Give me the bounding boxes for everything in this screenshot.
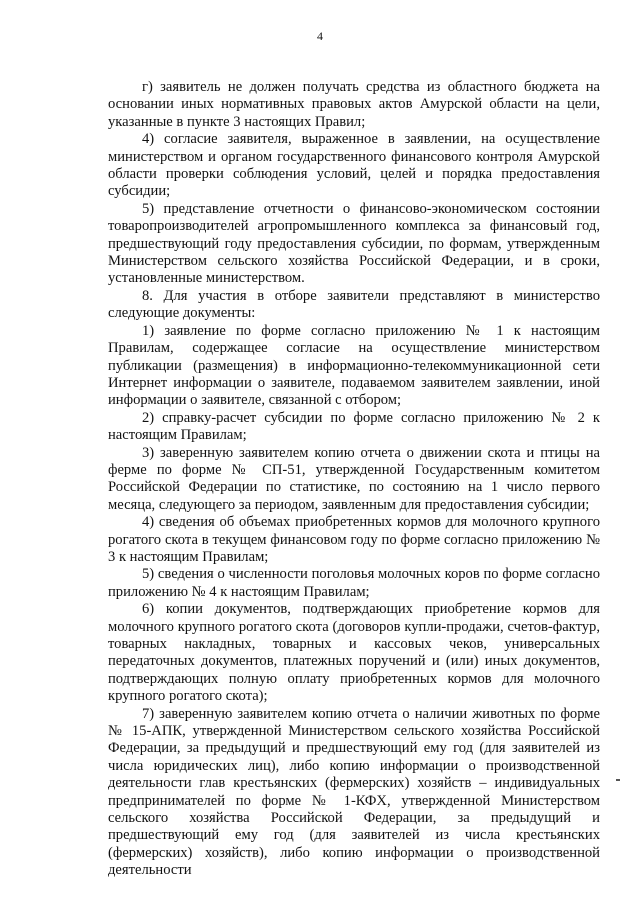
paragraph-document-5: 5) сведения о численности поголовья молочных коров по форме согласно приложению № 4 к настоящим Правилам; <box>108 566 600 600</box>
page-number: 4 <box>317 29 323 43</box>
paragraph-condition-5: 5) представление отчетности о финансово-экономическом состоянии товаропроизводителей агропромышленного комплекса за финансовый год, предшествующий году предоставления субсидии, по формам, утвержденным Министерством сельского хозяйства Российской Федерации, и в сроки, установленные министерством. <box>108 200 600 287</box>
document-body <box>108 79 600 880</box>
paragraph-document-7: 7) заверенную заявителем копию отчета о наличии животных по форме № 15-АПК, утвержденной Министерством сельского хозяйства Российской Федерации, за предыдущий и предшествующий ему год (для заявителей из числа юридических лиц), либо копию информации о производственной деятельности глав крестьянских (фермерских) хозяйств – индивидуальных предпринимателей по форме № 1-КФХ, утвержденной Министерством сельского хозяйства Российской Федерации, за предыдущий и предшествующий ему год (для заявителей из числа крестьянских (фермерских) хозяйств), либо копию информации о производственной деятельности <box>108 705 600 879</box>
paragraph-condition-g: г) заявитель не должен получать средства из областного бюджета на основании иных нормативных правовых актов Амурской области на цели, указанные в пункте 3 настоящих Правил; <box>108 79 600 130</box>
paragraph-document-2: 2) справку-расчет субсидии по форме согласно приложению № 2 к настоящим Правилам; <box>108 409 600 444</box>
paragraph-document-4: 4) сведения об объемах приобретенных кормов для молочного крупного рогатого скота в текущем финансовом году по форме согласно приложению № 3 к настоящим Правилам; <box>108 514 600 565</box>
scan-mark <box>616 779 620 781</box>
paragraph-document-3: 3) заверенную заявителем копию отчета о движении скота и птицы на ферме по форме № СП-51, утвержденной Государственным комитетом Российской Федерации по статистике, по состоянию на 1 число первого месяца, следующего за периодом, заявленным для предоставления субсидии; <box>108 444 600 513</box>
paragraph-document-1: 1) заявление по форме согласно приложению № 1 к настоящим Правилам, содержащее согласие на осуществление министерством публикации (размещения) в информационно-телекоммуникационной сети Интернет информации о заявителе, подаваемом заявителем заявлении, иной информации о заявителе, связанной с отбором; <box>108 322 600 409</box>
paragraph-condition-4: 4) согласие заявителя, выраженное в заявлении, на осуществление министерством и органом государственного финансового контроля Амурской области проверки соблюдения условий, целей и порядка предоставления субсидии; <box>108 131 600 200</box>
paragraph-item-8: 8. Для участия в отборе заявители представляют в министерство следующие документы: <box>108 287 600 322</box>
paragraph-document-6: 6) копии документов, подтверждающих приобретение кормов для молочного крупного рогатого скота (договоров купли-продажи, счетов-фактур, товарных накладных, товарных и кассовых чеков, универсальных передаточных документов, платежных поручений и (или) иных документов, подтверждающих полную оплату приобретенных кормов для молочного крупного рогатого скота); <box>108 601 600 705</box>
